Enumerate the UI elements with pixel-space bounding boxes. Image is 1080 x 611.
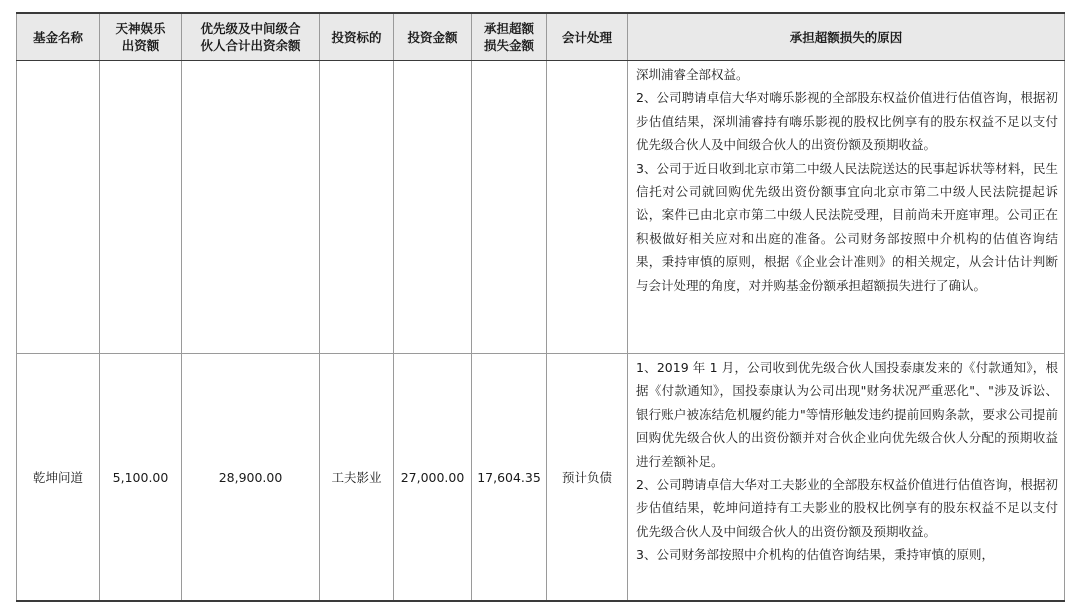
table-row (17, 354, 1065, 602)
accounting-cell (547, 61, 628, 354)
investment-target-cell: 工夫影业 (320, 354, 394, 602)
fund-loss-table (16, 12, 1065, 602)
contribution-cell (100, 61, 182, 354)
reasons-cell (628, 354, 1065, 602)
investment-target-cell (320, 61, 394, 354)
reason-paragraph: 深圳浦睿全部权益。 (636, 67, 749, 82)
reason-paragraph: 2、公司聘请卓信大华对嗨乐影视的全部股东权益价值进行估值咨询，根据初步估值结果，深圳浦睿持有嗨乐影视的股权比例享有的股东权益不足以支付优先级合伙人及中间级合伙人的出资份额及预期收益。 (636, 90, 1058, 153)
header-accounting: 会计处理 (547, 13, 628, 61)
header-contribution: 天神娱乐 出资额 (100, 13, 182, 61)
reason-paragraph: 1、2019 年 1 月，公司收到优先级合伙人国投泰康发来的《付款通知》，根据《付款通知》，国投泰康认为公司出现"财务状况严重恶化"、"涉及诉讼、银行账户被冻结危机履约能力"等情形触发违约提前回购条款，要求公司提前回购优先级合伙人的出资份额并对合伙企业向优先级合伙人分配的预期收益进行差额补足。 (636, 360, 1058, 469)
contribution-cell: 5,100.00 (100, 354, 182, 602)
fund-name-cell (17, 61, 100, 354)
accounting-cell: 预计负债 (547, 354, 628, 602)
priority-balance-cell: 28,900.00 (182, 354, 320, 602)
priority-balance-cell (182, 61, 320, 354)
header-investment-amount: 投资金额 (394, 13, 472, 61)
header-investment-target: 投资标的 (320, 13, 394, 61)
header-excess-loss: 承担超额 损失金额 (472, 13, 547, 61)
investment-amount-cell: 27,000.00 (394, 354, 472, 602)
reasons-cell (628, 61, 1065, 354)
table-row (17, 61, 1065, 354)
fund-name-cell: 乾坤问道 (17, 354, 100, 602)
excess-loss-cell (472, 61, 547, 354)
header-reasons: 承担超额损失的原因 (628, 13, 1065, 61)
reason-paragraph: 3、公司财务部按照中介机构的估值咨询结果，秉持审慎的原则， (636, 547, 994, 563)
investment-amount-cell (394, 61, 472, 354)
header-fund-name: 基金名称 (17, 13, 100, 61)
header-row (17, 13, 1065, 61)
header-priority-balance: 优先级及中间级合 伙人合计出资余额 (182, 13, 320, 61)
excess-loss-cell: 17,604.35 (472, 354, 547, 602)
reason-paragraph: 3、公司于近日收到北京市第二中级人民法院送达的民事起诉状等材料，民生信托对公司就回购优先级出资份额事宜向北京市第二中级人民法院提起诉讼，案件已由北京市第二中级人民法院受理，目前尚未开庭审理。公司正在积极做好相关应对和出庭的准备。公司财务部按照中介机构的估值咨询结果，秉持审慎的原则，根据《企业会计准则》的相关规定，从会计估计判断与会计处理的角度，对并购基金份额承担超额损失进行了确认。 (636, 160, 1058, 293)
reason-paragraph: 2、公司聘请卓信大华对工夫影业的全部股东权益价值进行估值咨询，根据初步估值结果，乾坤问道持有工夫影业的股权比例享有的股东权益不足以支付优先级合伙人及中间级合伙人的出资份额及预期收益。 (636, 477, 1058, 539)
